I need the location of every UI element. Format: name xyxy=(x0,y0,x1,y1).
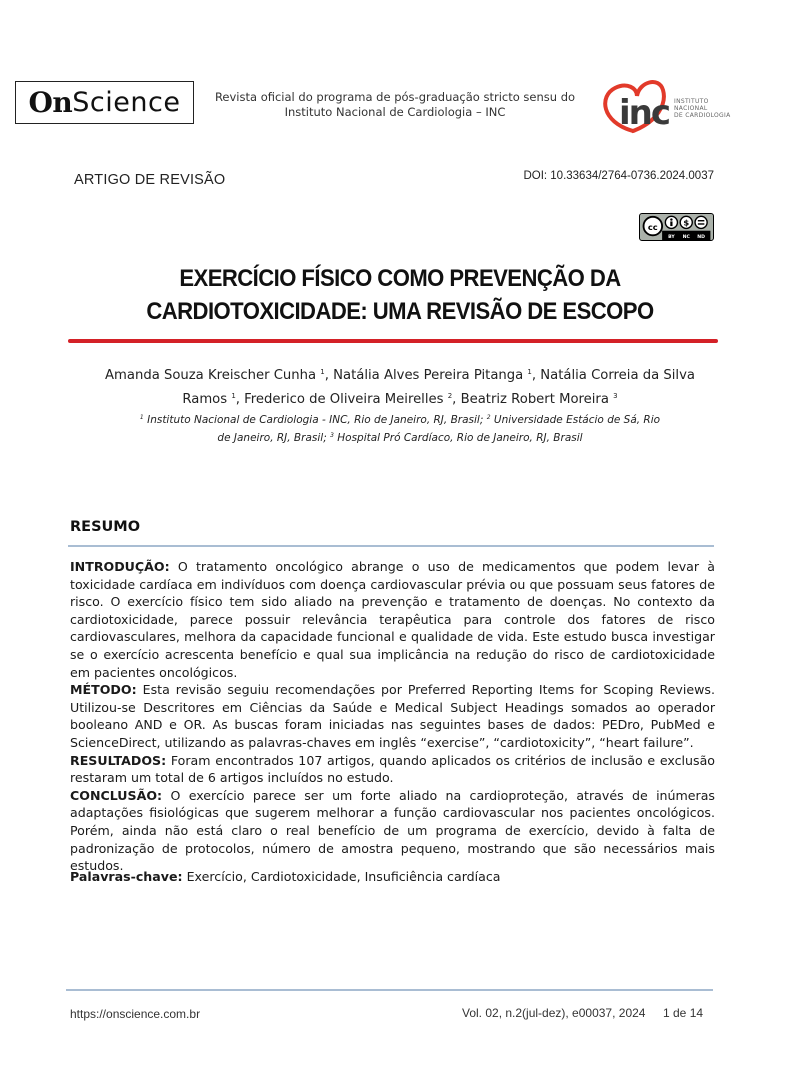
journal-description xyxy=(210,90,580,120)
author-affiliation-mark: 1 xyxy=(527,368,532,376)
article-type: ARTIGO DE REVISÃO xyxy=(74,172,226,188)
title-divider xyxy=(68,339,718,343)
cc-by-nc-nd-icon[interactable] xyxy=(639,213,714,241)
section-label: CONCLUSÃO: xyxy=(70,787,163,803)
nd-icon xyxy=(695,216,707,228)
abstract-section-metodo xyxy=(70,681,715,751)
author-affiliation-mark: 1 xyxy=(320,368,325,376)
affiliation-text: Instituto Nacional de Cardiologia - INC, Rio de Janeiro, RJ, Brasil; xyxy=(147,414,484,426)
onscience-logo xyxy=(15,81,194,124)
logo-regular-text: Science xyxy=(72,87,181,118)
affiliation-number: 1 xyxy=(139,414,144,421)
abstract-body xyxy=(70,558,715,875)
nc-label: NC xyxy=(682,235,690,241)
author-affiliation-mark: 2 xyxy=(447,392,453,400)
author-list: Amanda Souza Kreischer Cunha $^1$, Natália Alves Pereira Pitanga $^1$, Natália Correia da Silva Ramos $^1$, Frederico de Oliveira Meirelles $^2$, Beatriz Robert Moreira $^3$ xyxy=(105,368,695,407)
keywords-label: Palavras-chave: xyxy=(70,869,183,884)
affiliation-text: Hospital Pró Cardíaco, Rio de Janeiro, RJ, Brasil xyxy=(337,432,583,444)
author-affiliation-mark: 3 xyxy=(613,392,618,400)
keywords xyxy=(70,869,715,884)
footer-volume: Vol. 02, n.2(jul-dez), e00037, 2024 xyxy=(462,1006,646,1020)
title-line2: CARDIOTOXICIDADE: UMA REVISÃO DE ESCOPO xyxy=(146,298,654,325)
author-affiliation-mark: 1 xyxy=(231,392,236,400)
svg-text:$: $ xyxy=(683,217,690,228)
inc-line2: NACIONAL xyxy=(674,105,708,112)
section-label: MÉTODO: xyxy=(70,682,137,698)
inc-line3: DE CARDIOLOGIA xyxy=(674,112,731,119)
footer-divider xyxy=(66,989,713,991)
section-text: O exercício parece ser um forte aliado na cardioproteção, através de inúmeras adaptações fisiológicas que sugerem melhorar a função cardiovascular nos pacientes oncológicos. Porém, ainda não está claro o real benefício de um programa de exercício, devido à falta de padronização de protocolos, número de amostra pequeno, mostrando que são necessários mais estudos. xyxy=(70,787,715,874)
inc-logo-text xyxy=(674,98,730,119)
author-name: Natália Correia da Silva Ramos xyxy=(182,368,695,407)
journal-description-line1: Revista oficial do programa de pós-graduação stricto sensu do xyxy=(214,90,576,104)
title-line1: EXERCÍCIO FÍSICO COMO PREVENÇÃO DA xyxy=(179,265,621,292)
footer-page-number: 1 de 14 xyxy=(663,1006,704,1020)
section-text: O tratamento oncológico abrange o uso de medicamentos que podem levar à toxicidade cardíaca em indivíduos com doença cardiovascular prévia ou que possuam seus fatores de risco. O exercício físico tem sido aliado na prevenção e tratamento de doenças. No contexto da cardiotoxicidade, parece possuir relevância terapêutica para controle dos fatores de risco cardiovasculares, melhora da capacidade funcional e qualidade de vida. Este estudo busca investigar se o exercício acrescenta benefício e qual sua implicância na redução do risco de cardiotoxicidade em pacientes oncológicos. xyxy=(70,559,715,680)
footer-url-link[interactable]: https://onscience.com.br xyxy=(70,1007,201,1021)
author-name: Frederico de Oliveira Meirelles xyxy=(244,392,444,407)
affiliations xyxy=(135,410,665,446)
cc-text: cc xyxy=(647,221,658,232)
section-text: Foram encontrados 107 artigos, quando aplicados os critérios de inclusão e exclusão restaram um total de 6 artigos incluídos no estudo. xyxy=(70,752,715,786)
abstract-heading: RESUMO xyxy=(70,519,141,535)
affiliation-number: 2 xyxy=(486,414,491,421)
journal-description-line2: Instituto Nacional de Cardiologia – INC xyxy=(284,105,506,119)
author-name: Natália Alves Pereira Pitanga xyxy=(333,368,524,383)
abstract-section-conclusao xyxy=(70,787,715,875)
logo-bold-text: On xyxy=(28,86,73,119)
section-label: INTRODUÇÃO: xyxy=(70,559,170,574)
keywords-text: Exercício, Cardiotoxicidade, Insuficiência cardíaca xyxy=(186,869,501,884)
by-label: BY xyxy=(668,235,675,241)
article-title xyxy=(87,262,713,328)
author-name: Amanda Souza Kreischer Cunha xyxy=(105,368,317,383)
doi[interactable]: DOI: 10.33634/2764-0736.2024.0037 xyxy=(523,170,714,182)
inc-line1: INSTITUTO xyxy=(674,98,709,105)
abstract-section-resultados xyxy=(70,752,715,787)
nd-label: ND xyxy=(697,235,705,241)
affiliation-number: 3 xyxy=(330,432,334,439)
abstract-divider xyxy=(68,545,714,547)
abstract-section-introducao xyxy=(70,558,715,681)
section-label: RESULTADOS: xyxy=(70,752,167,768)
author-name: Beatriz Robert Moreira xyxy=(460,392,609,407)
affiliation-text: Universidade Estácio de Sá, Rio de Janeiro, RJ, Brasil; xyxy=(217,414,661,444)
section-text: Esta revisão seguiu recomendações por Preferred Reporting Items for Scoping Reviews. Utilizou-se Descritores em Ciências da Saúde e Medical Subject Headings somados ao operador booleano AND e OR. As buscas foram iniciadas nas seguintes bases de dados: PEDro, PubMed e ScienceDirect, utilizando as palavras-chaves em inglês “exercise”, “cardiotoxicity”, “heart failure”. xyxy=(70,682,715,750)
inc-mark: inc xyxy=(619,93,670,133)
